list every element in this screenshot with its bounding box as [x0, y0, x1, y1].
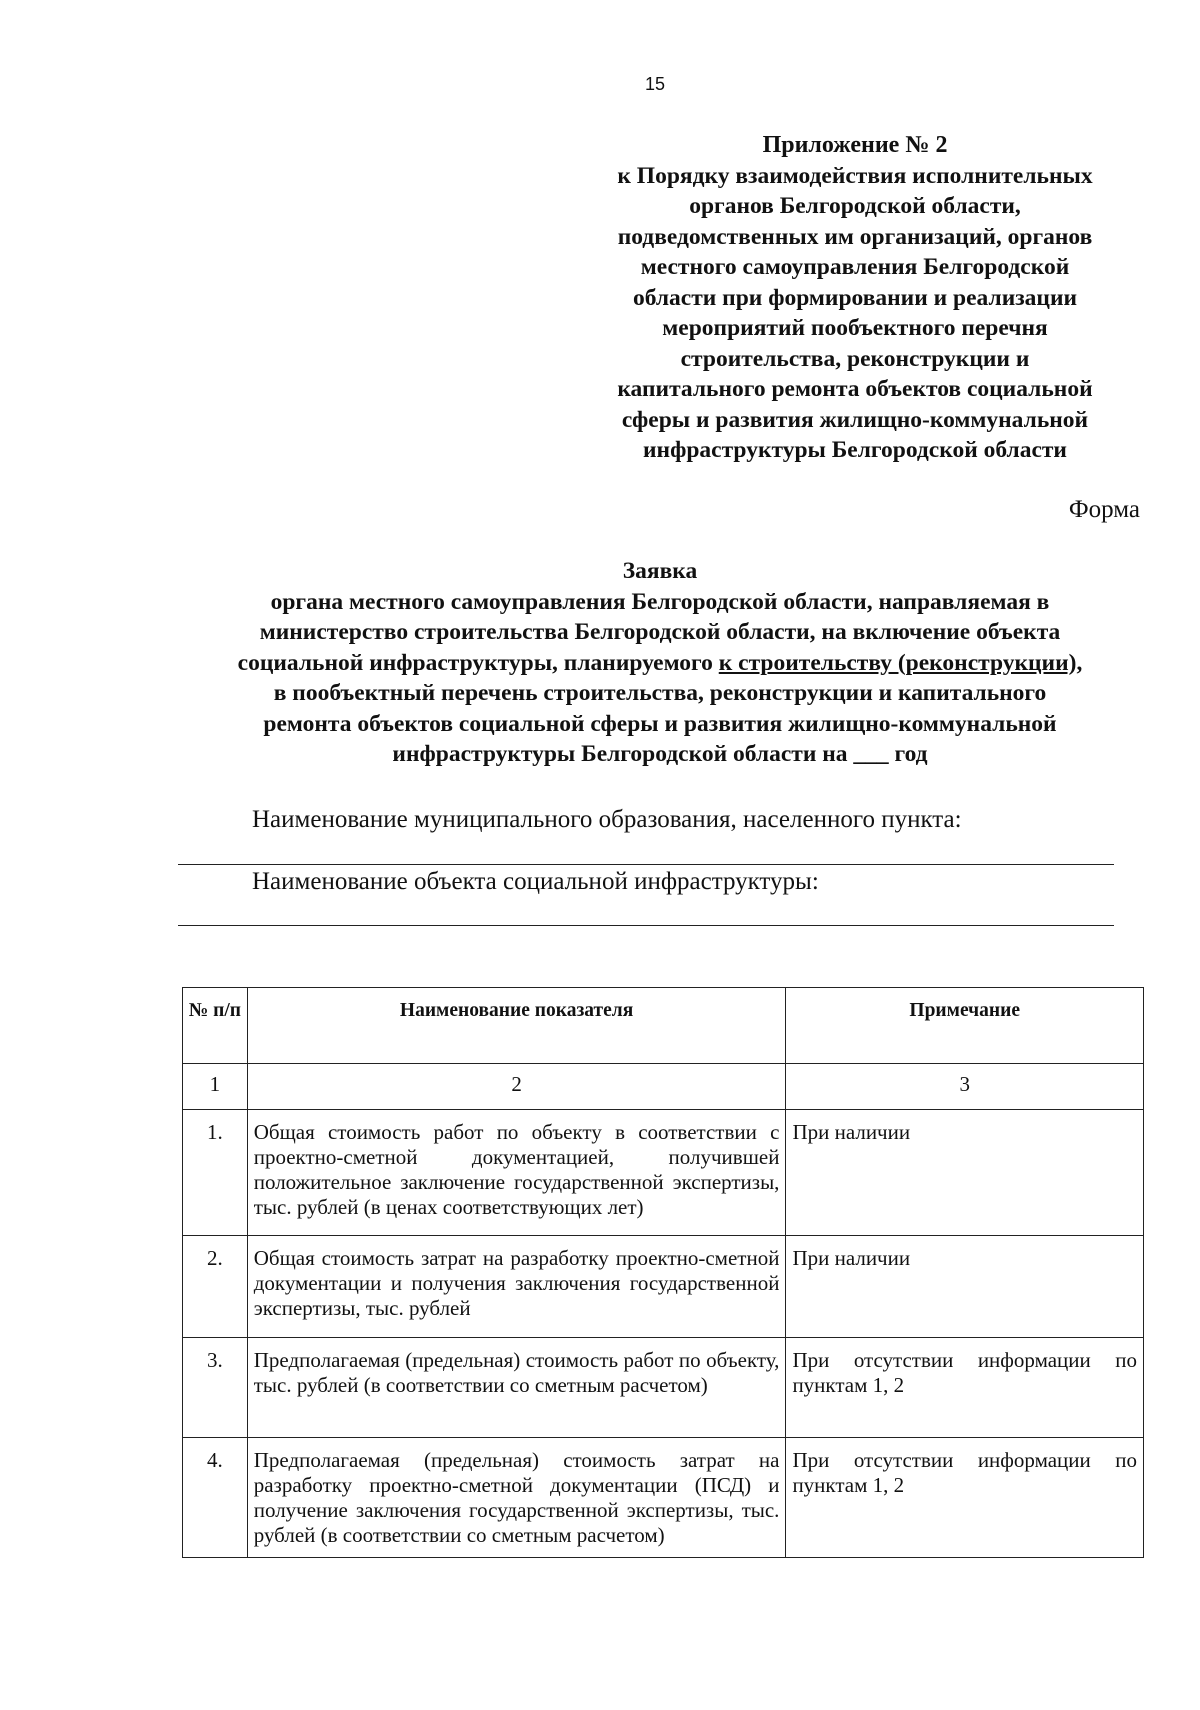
- column-numbers-row: [183, 1064, 1144, 1110]
- appendix-line: местного самоуправления Белгородской: [640, 254, 1070, 280]
- table-row: [183, 1236, 1144, 1338]
- appendix-title: Приложение № 2: [762, 132, 948, 158]
- appendix-line: области при формировании и реализации: [632, 284, 1078, 311]
- table-row: [183, 1110, 1144, 1236]
- appendix-line: к Порядку взаимодействия исполнительных: [617, 162, 1093, 189]
- table-header-row: [183, 988, 1144, 1064]
- table-row: [183, 1338, 1144, 1438]
- request-title: Заявка: [622, 558, 698, 584]
- request-heading: [170, 556, 1150, 770]
- object-fill-line[interactable]: [178, 925, 1114, 926]
- row-number: 1.: [183, 1110, 248, 1236]
- row-note: При наличии: [786, 1110, 1144, 1236]
- request-line: в пообъектный перечень строительства, реконструкции и капитального: [273, 680, 1047, 706]
- row-note: При отсутствии информации по пунктам 1, 2: [786, 1438, 1144, 1558]
- indicators-table: [182, 987, 1144, 1558]
- request-line: министерство строительства Белгородской области, на включение объекта: [259, 619, 1061, 645]
- row-note: При отсутствии информации по пунктам 1, 2: [786, 1338, 1144, 1438]
- request-line: органа местного самоуправления Белгородской области, направляемая в: [270, 588, 1050, 615]
- object-label: Наименование объекта социальной инфраструктуры:: [252, 868, 819, 895]
- appendix-line: сферы и развития жилищно-коммунальной: [621, 406, 1089, 433]
- table-row: [183, 1438, 1144, 1558]
- row-indicator: Предполагаемая (предельная) стоимость работ по объекту, тыс. рублей (в соответствии со сметным расчетом): [247, 1338, 786, 1438]
- municipality-label: Наименование муниципального образования, населенного пункта:: [252, 806, 962, 833]
- row-indicator: Общая стоимость затрат на разработку проектно-сметной документации и получения заключения государственной экспертизы, тыс. рублей: [247, 1236, 786, 1338]
- column-number: 3: [786, 1064, 1144, 1110]
- header-name: Наименование показателя: [247, 988, 786, 1064]
- request-line: ремонта объектов социальной сферы и развития жилищно-коммунальной: [263, 710, 1057, 737]
- municipality-fill-line[interactable]: [178, 864, 1114, 865]
- appendix-line: капитального ремонта объектов социальной: [617, 376, 1093, 402]
- row-number: 3.: [183, 1338, 248, 1438]
- row-number: 4.: [183, 1438, 248, 1558]
- row-indicator: Предполагаемая (предельная) стоимость затрат на разработку проектно-сметной документации (ПСД) и получение заключения государственной экспертизы, тыс. рублей (в соответствии со сметным расчетом): [247, 1438, 786, 1558]
- page-number: 15: [644, 74, 666, 94]
- row-note: При наличии: [786, 1236, 1144, 1338]
- column-number: 1: [183, 1064, 248, 1110]
- request-line-text: социальной инфраструктуры, планируемого: [237, 649, 719, 676]
- request-line: [170, 648, 1150, 679]
- appendix-line: инфраструктуры Белгородской области: [643, 437, 1067, 463]
- request-underlined-text: к строительству (реконструкции),: [718, 649, 1083, 676]
- column-number: 2: [247, 1064, 786, 1110]
- form-label: Форма: [1068, 496, 1140, 523]
- appendix-line: подведомственных им организаций, органов: [617, 223, 1093, 250]
- request-line: инфраструктуры Белгородской области на ___ год: [392, 741, 928, 767]
- row-number: 2.: [183, 1236, 248, 1338]
- appendix-line: органов Белгородской области,: [689, 193, 1021, 219]
- header-num: № п/п: [183, 988, 248, 1064]
- header-note: Примечание: [786, 988, 1144, 1064]
- appendix-line: строительства, реконструкции и: [680, 345, 1030, 372]
- appendix-line: мероприятий пообъектного перечня: [662, 315, 1048, 341]
- row-indicator: Общая стоимость работ по объекту в соответствии с проектно-сметной документацией, получившей положительное заключение государственной экспертизы, тыс. рублей (в ценах соответствующих лет): [247, 1110, 786, 1236]
- appendix-block: [570, 130, 1140, 466]
